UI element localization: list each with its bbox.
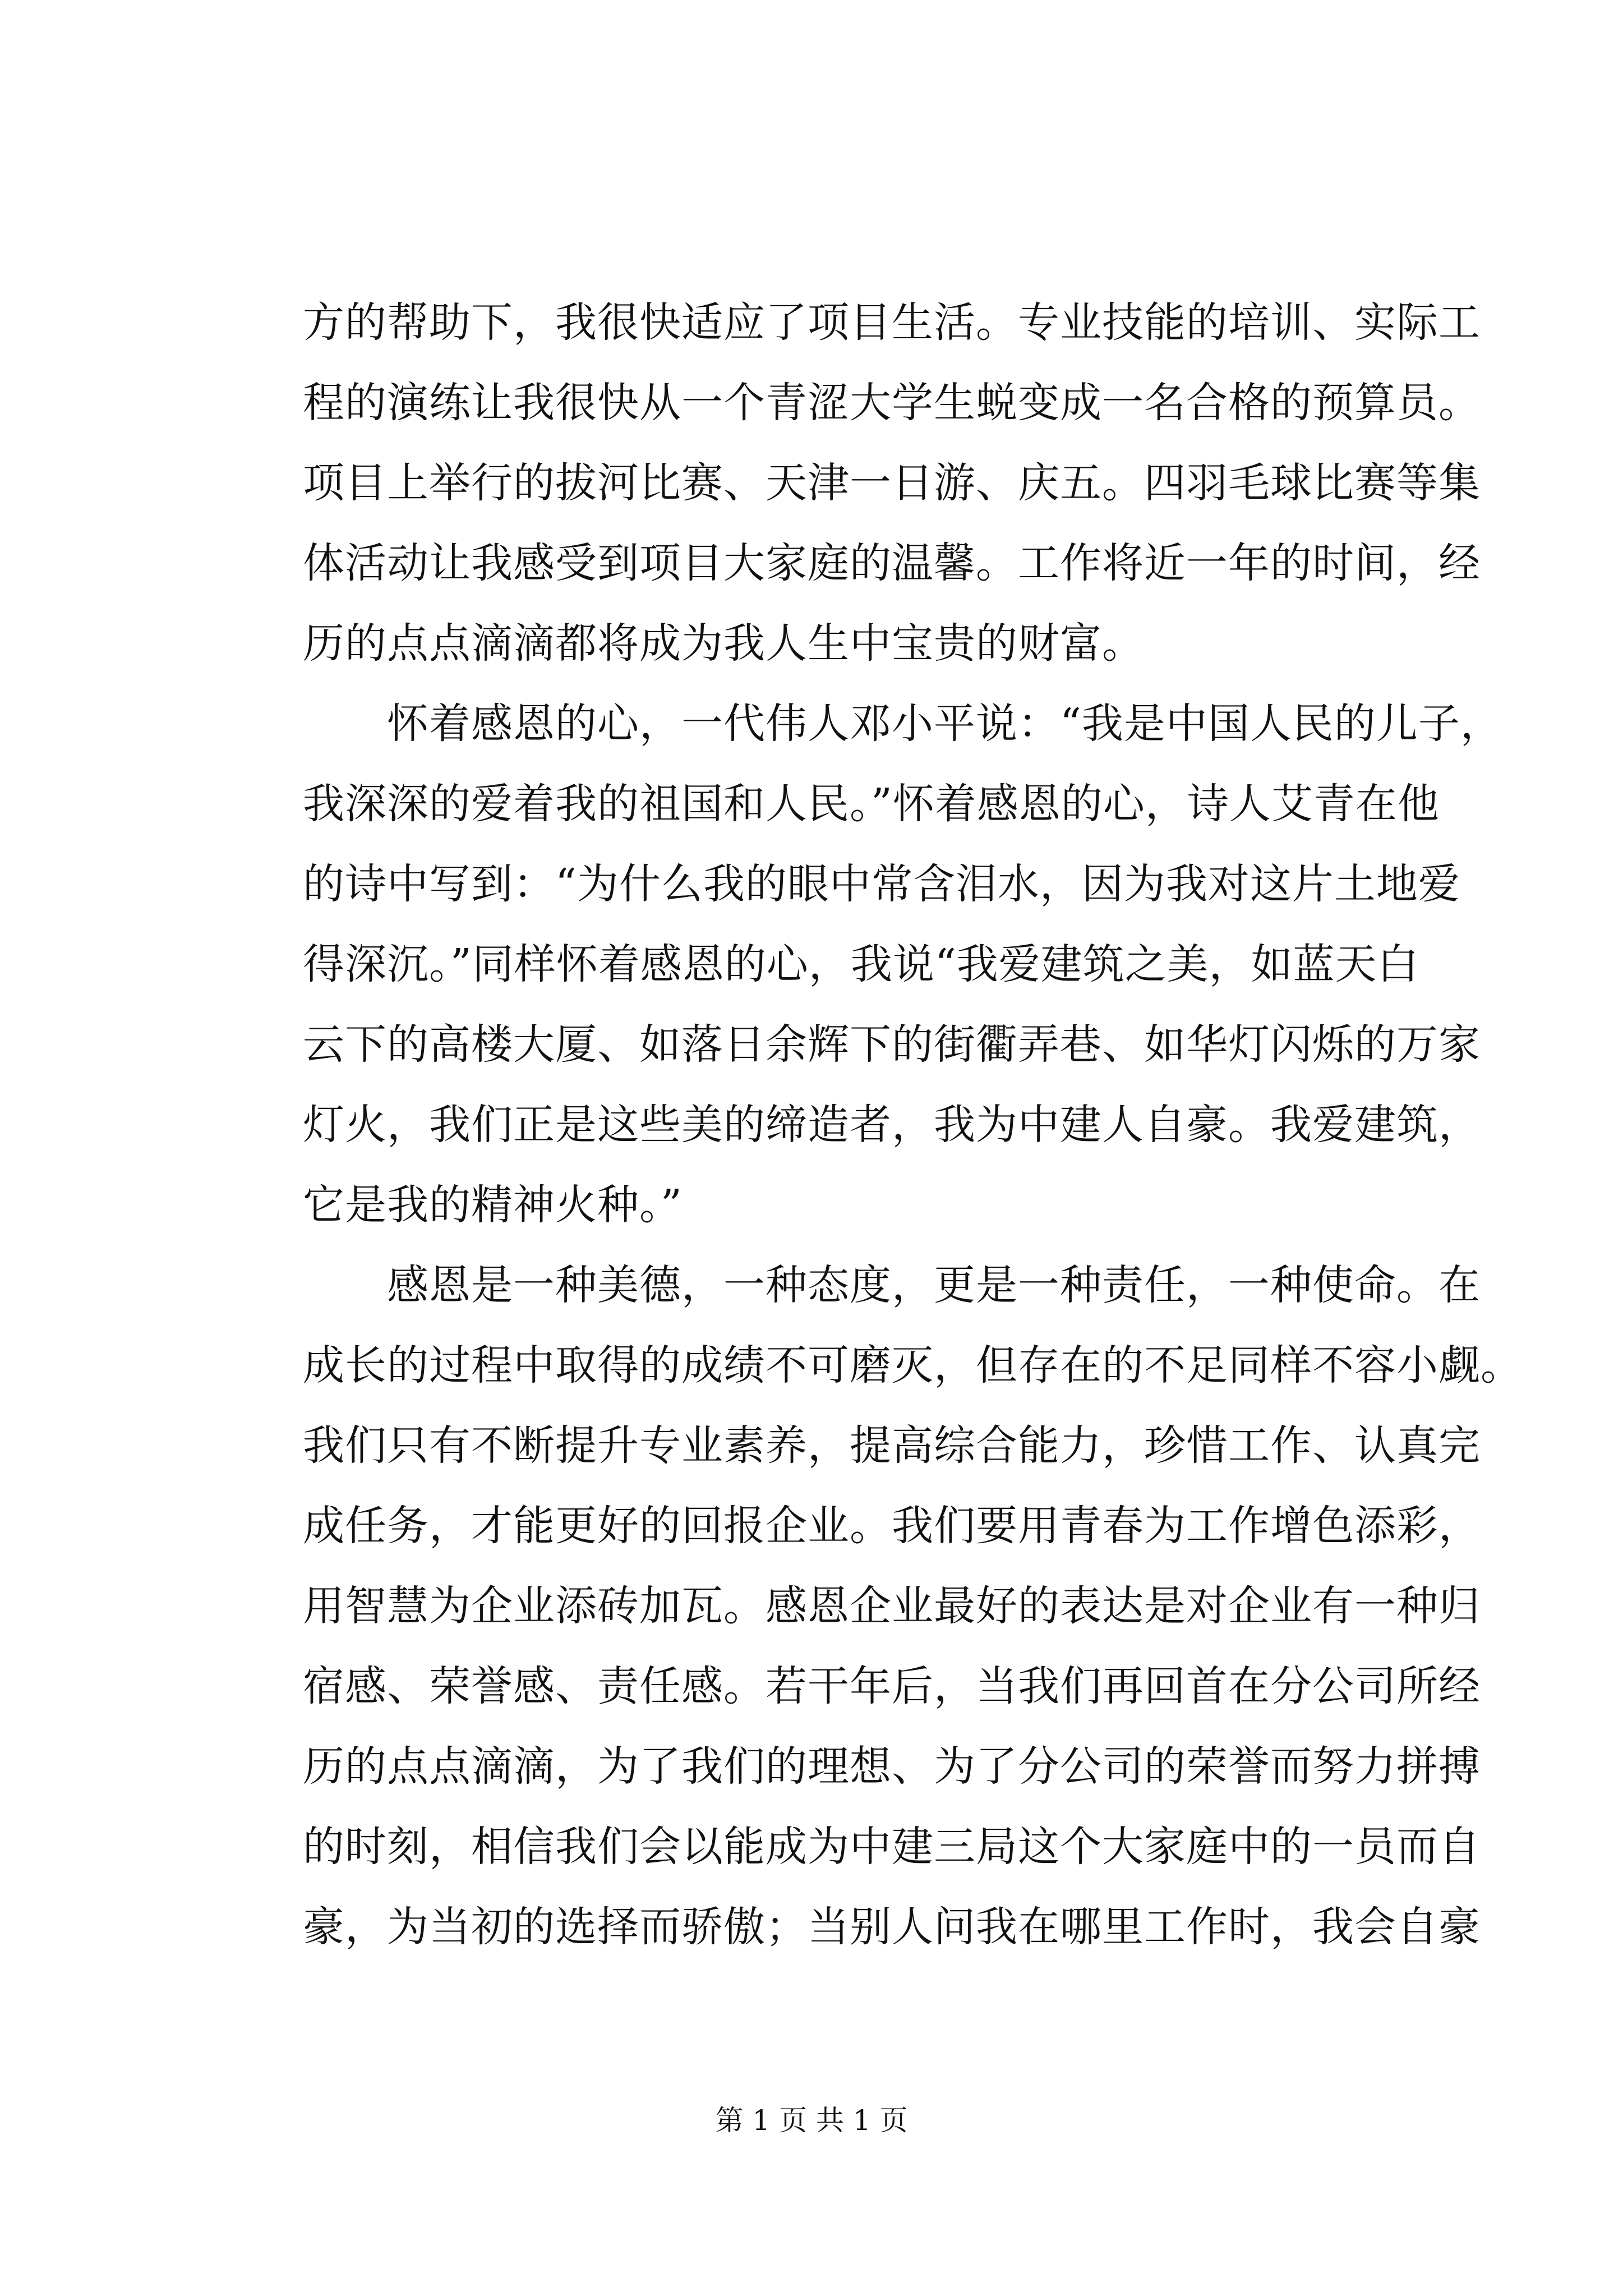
page-footer: 第 1 页 共 1 页	[715, 2104, 908, 2137]
paragraph-first-line: 感恩是一种美德，一种态度，更是一种责任，一种使命。在	[387, 1261, 1481, 1309]
text-line: 成长的过程中取得的成绩不可磨灭，但存在的不足同样不容小觑。	[303, 1341, 1523, 1389]
text-line: 项目上举行的拔河比赛、天津一日游、庆五。四羽毛球比赛等集	[303, 459, 1481, 507]
text-line: 的诗中写到：“为什么我的眼中常含泪水，因为我对这片土地爱	[303, 860, 1460, 908]
text-line: 得深沉。”同样怀着感恩的心，我说“我爱建筑之美，如蓝天白	[303, 940, 1419, 988]
text-line: 程的演练让我很快从一个青涩大学生蜕变成一名合格的预算员。	[303, 379, 1481, 427]
text-line: 用智慧为企业添砖加瓦。感恩企业最好的表达是对企业有一种归	[303, 1582, 1481, 1630]
text-line: 灯火，我们正是这些美的缔造者，我为中建人自豪。我爱建筑，	[303, 1101, 1481, 1149]
text-line: 成任务，才能更好的回报企业。我们要用青春为工作增色添彩，	[303, 1502, 1481, 1550]
text-line: 历的点点滴滴都将成为我人生中宝贵的财富。	[303, 619, 1144, 668]
text-line: 体活动让我感受到项目大家庭的温馨。工作将近一年的时间，经	[303, 539, 1481, 587]
text-line: 它是我的精神火种。”	[303, 1181, 683, 1229]
text-line: 我深深的爱着我的祖国和人民。”怀着感恩的心，诗人艾青在他	[303, 780, 1440, 828]
text-line: 宿感、荣誉感、责任感。若干年后，当我们再回首在分公司所经	[303, 1662, 1481, 1710]
text-line: 豪，为当初的选择而骄傲；当别人问我在哪里工作时，我会自豪	[303, 1903, 1481, 1951]
text-line: 历的点点滴滴，为了我们的理想、为了分公司的荣誉而努力拼搏	[303, 1742, 1481, 1791]
text-line: 的时刻，相信我们会以能成为中建三局这个大家庭中的一员而自	[303, 1823, 1481, 1871]
text-line: 我们只有不断提升专业素养，提高综合能力，珍惜工作、认真完	[303, 1421, 1481, 1470]
paragraph-first-line: 怀着感恩的心，一代伟人邓小平说：“我是中国人民的儿子，	[387, 700, 1502, 748]
text-line: 方的帮助下，我很快适应了项目生活。专业技能的培训、实际工	[303, 298, 1481, 347]
text-line: 云下的高楼大厦、如落日余辉下的街衢弄巷、如华灯闪烁的万家	[303, 1020, 1481, 1069]
